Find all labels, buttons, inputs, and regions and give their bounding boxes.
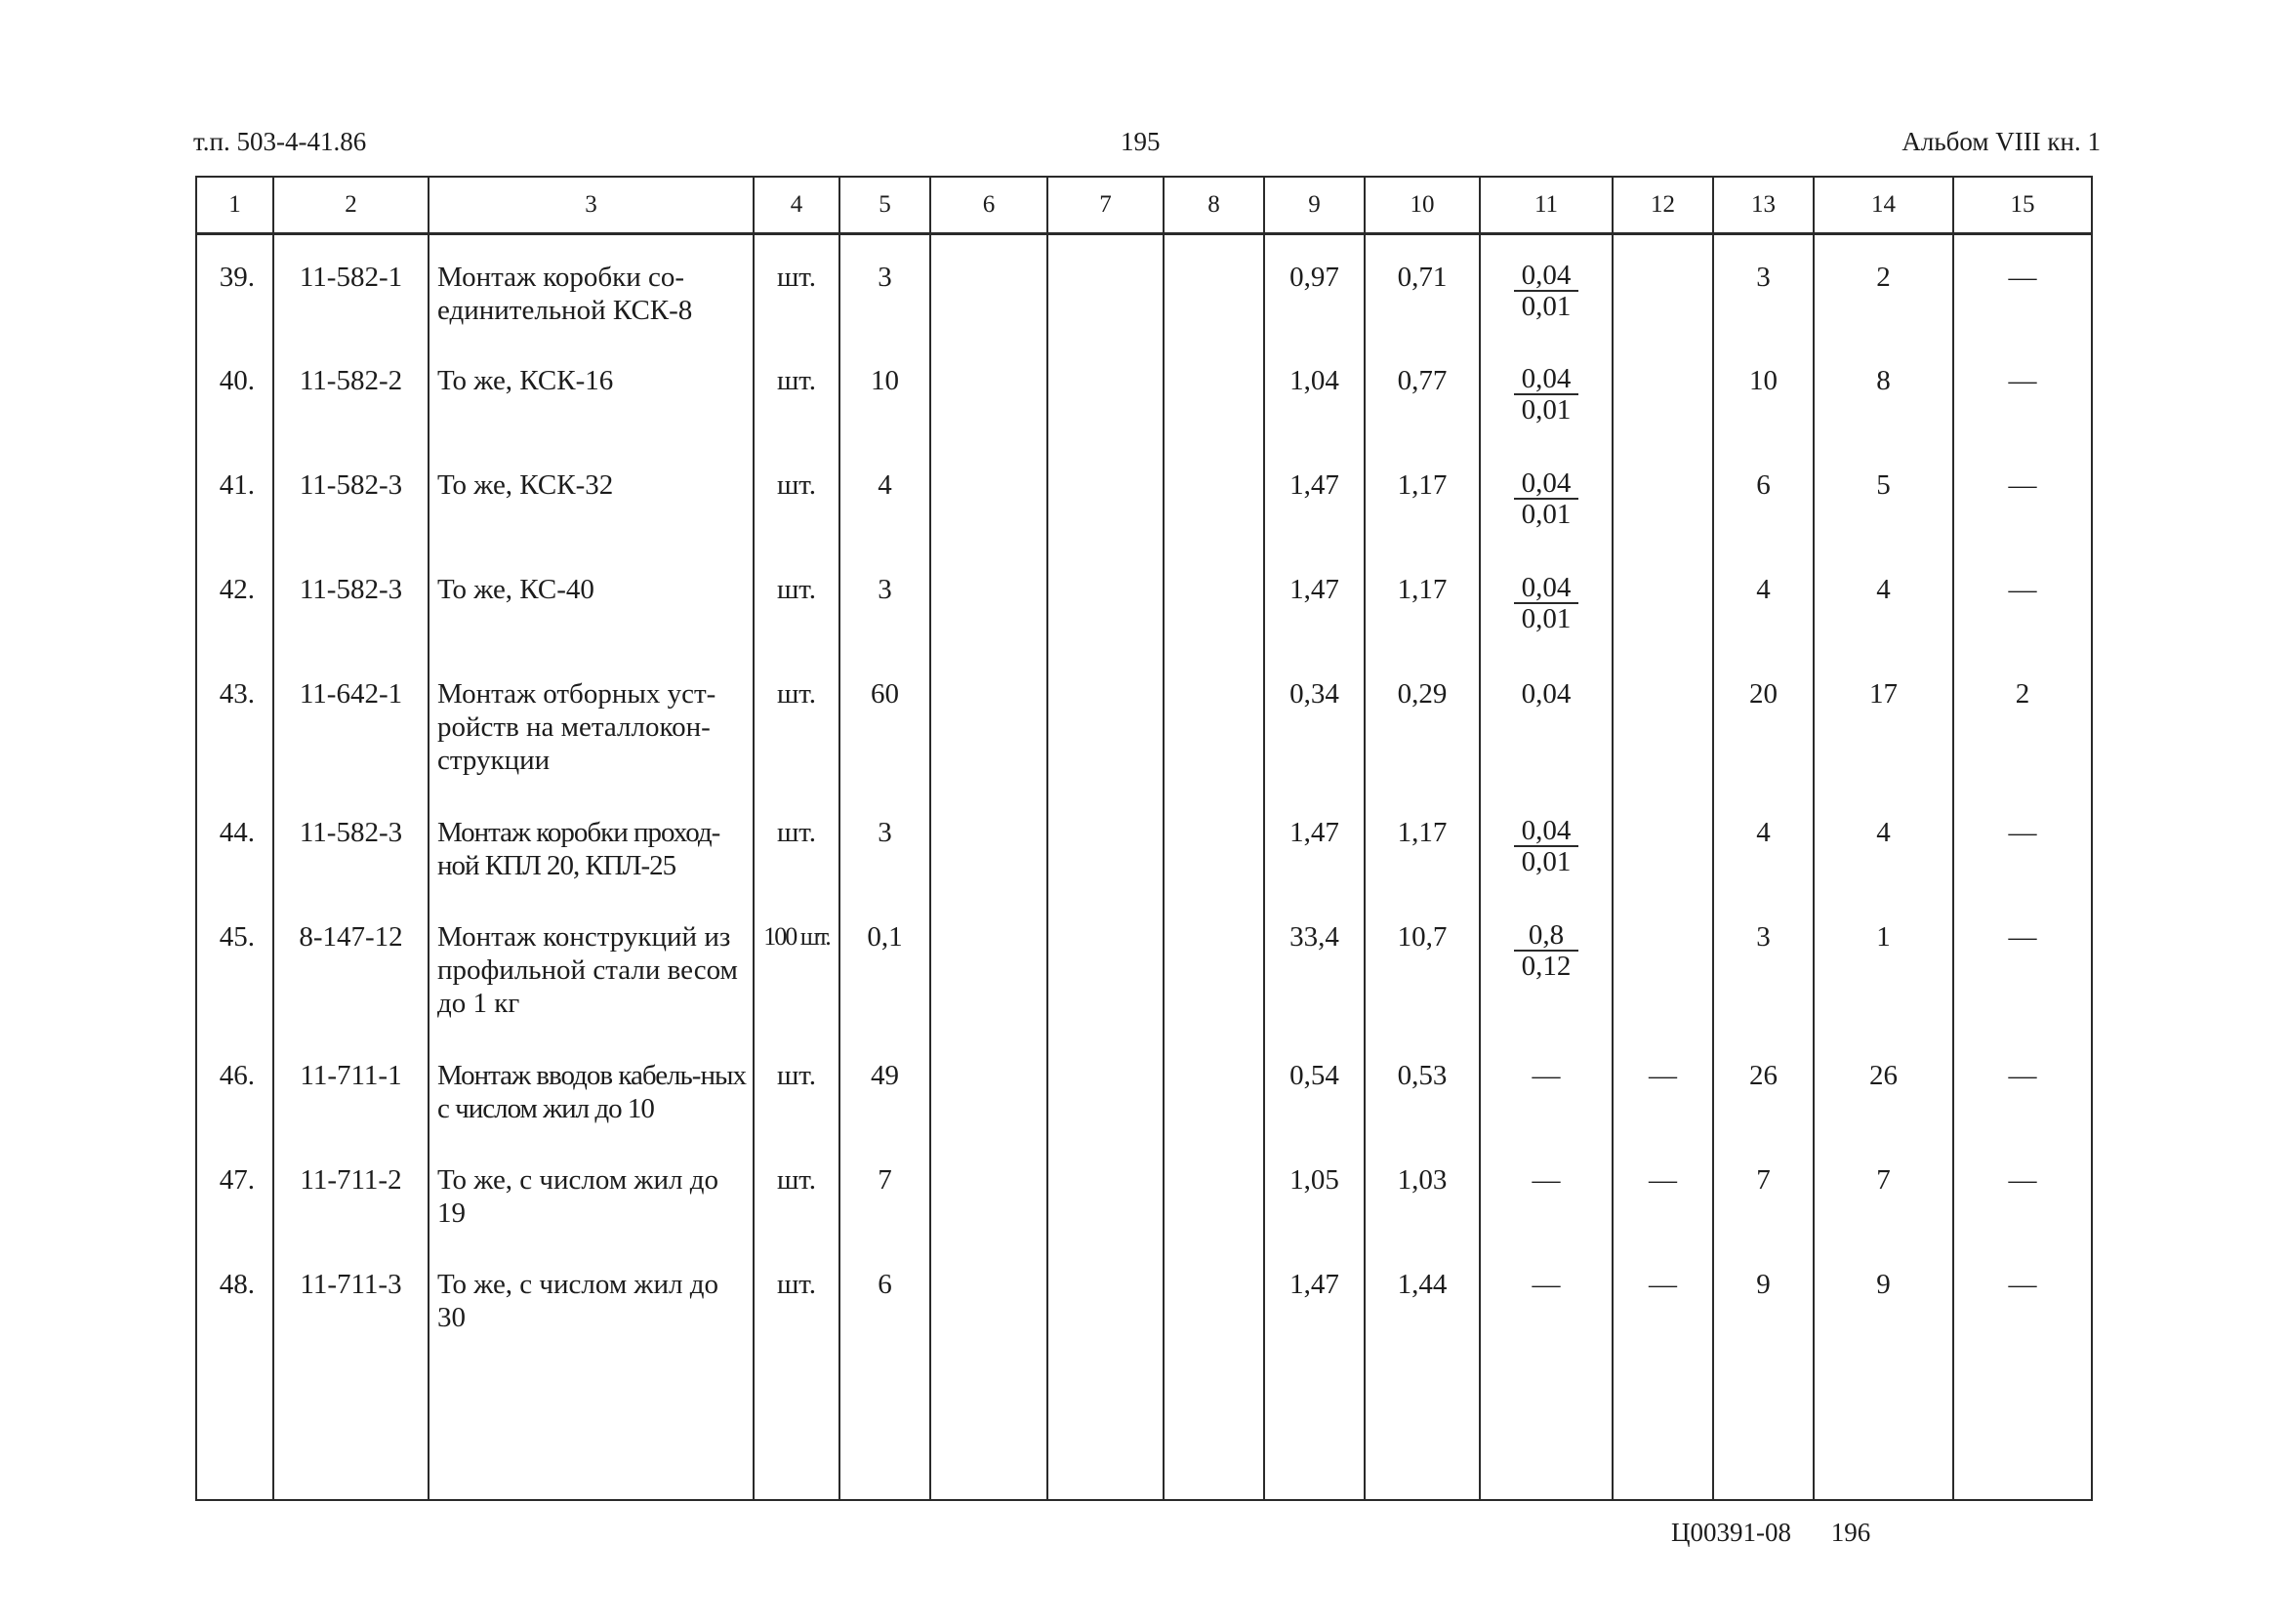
value-col9: 0,34 <box>1264 652 1365 791</box>
col-header: 1 <box>196 177 273 234</box>
value-col15: 2 <box>1953 652 2092 791</box>
norm-code: 8-147-12 <box>273 895 429 1034</box>
quantity: 0,1 <box>839 895 930 1034</box>
work-name: Монтаж конструкций из профильной стали весом до 1 кг <box>429 895 754 1034</box>
value-col13: 4 <box>1713 791 1814 895</box>
norm-code: 11-582-3 <box>273 548 429 652</box>
table-row <box>196 1138 2092 1242</box>
value-col12: — <box>1613 1242 1713 1347</box>
value-col14: 7 <box>1814 1138 1953 1242</box>
work-name: То же, с числом жил до 19 <box>429 1138 754 1242</box>
value-col9: 1,04 <box>1264 339 1365 443</box>
value-col14: 17 <box>1814 652 1953 791</box>
value-col11: $\frac{0,04}{0,01}$ <box>1480 791 1613 895</box>
footer-code: Ц00391-08 <box>1671 1518 1791 1547</box>
value-col12 <box>1613 791 1713 895</box>
col-header: 5 <box>839 177 930 234</box>
value-col15: — <box>1953 1034 2092 1138</box>
value-col11: 0,04 <box>1480 652 1613 791</box>
value-col13: 6 <box>1713 443 1814 548</box>
value-col12 <box>1613 339 1713 443</box>
value-col15: — <box>1953 339 2092 443</box>
value-col15: — <box>1953 1138 2092 1242</box>
value-col14: 4 <box>1814 548 1953 652</box>
value-col12: — <box>1613 1034 1713 1138</box>
col-header: 8 <box>1164 177 1264 234</box>
quantity: 6 <box>839 1242 930 1347</box>
work-name: Монтаж коробки со-единительной КСК-8 <box>429 234 754 339</box>
table-row <box>196 548 2092 652</box>
row-number: 41. <box>196 443 273 548</box>
album-label: Альбом VIII кн. 1 <box>1902 127 2101 156</box>
value-col9: 0,54 <box>1264 1034 1365 1138</box>
norm-code: 11-711-2 <box>273 1138 429 1242</box>
quantity: 7 <box>839 1138 930 1242</box>
value-col9: 1,47 <box>1264 443 1365 548</box>
col-header: 6 <box>930 177 1047 234</box>
table-row <box>196 1242 2092 1347</box>
unit: шт. <box>754 652 839 791</box>
value-col11: — <box>1480 1138 1613 1242</box>
value-col13: 20 <box>1713 652 1814 791</box>
col-header: 13 <box>1713 177 1814 234</box>
table-row <box>196 234 2092 339</box>
value-col14: 5 <box>1814 443 1953 548</box>
value-col15: — <box>1953 1242 2092 1347</box>
quantity: 49 <box>839 1034 930 1138</box>
value-col9: 1,05 <box>1264 1138 1365 1242</box>
row-number: 40. <box>196 339 273 443</box>
value-col15: — <box>1953 234 2092 339</box>
unit: шт. <box>754 791 839 895</box>
value-col13: 26 <box>1713 1034 1814 1138</box>
work-name: Монтаж вводов кабель-ных с числом жил до 10 <box>429 1034 754 1138</box>
work-name: То же, КСК-32 <box>429 443 754 548</box>
value-col10: 1,03 <box>1365 1138 1480 1242</box>
norm-code: 11-711-1 <box>273 1034 429 1138</box>
row-number: 39. <box>196 234 273 339</box>
norm-code: 11-582-3 <box>273 791 429 895</box>
value-col11: — <box>1480 1034 1613 1138</box>
unit: шт. <box>754 1138 839 1242</box>
col-header: 12 <box>1613 177 1713 234</box>
norm-code: 11-711-3 <box>273 1242 429 1347</box>
norm-code: 11-582-3 <box>273 443 429 548</box>
value-col11: — <box>1480 1242 1613 1347</box>
col-header: 15 <box>1953 177 2092 234</box>
value-col15: — <box>1953 895 2092 1034</box>
value-col9: 33,4 <box>1264 895 1365 1034</box>
quantity: 60 <box>839 652 930 791</box>
value-col11: $\frac{0,04}{0,01}$ <box>1480 339 1613 443</box>
value-col10: 10,7 <box>1365 895 1480 1034</box>
work-name: Монтаж коробки проход-ной КПЛ 20, КПЛ-25 <box>429 791 754 895</box>
value-col10: 1,17 <box>1365 791 1480 895</box>
value-col13: 3 <box>1713 895 1814 1034</box>
work-name: То же, с числом жил до 30 <box>429 1242 754 1347</box>
col-header: 14 <box>1814 177 1953 234</box>
value-col9: 0,97 <box>1264 234 1365 339</box>
table-row <box>196 339 2092 443</box>
value-col15: — <box>1953 443 2092 548</box>
row-number: 43. <box>196 652 273 791</box>
unit: шт. <box>754 1034 839 1138</box>
row-number: 46. <box>196 1034 273 1138</box>
value-col12 <box>1613 652 1713 791</box>
table-row <box>196 1034 2092 1138</box>
value-col12 <box>1613 895 1713 1034</box>
unit: шт. <box>754 548 839 652</box>
footer <box>1671 1518 1903 1548</box>
value-col14: 1 <box>1814 895 1953 1034</box>
value-col13: 3 <box>1713 234 1814 339</box>
quantity: 10 <box>839 339 930 443</box>
column-header-row <box>196 177 2092 234</box>
table-row <box>196 791 2092 895</box>
col-header: 2 <box>273 177 429 234</box>
col-header: 7 <box>1047 177 1164 234</box>
value-col13: 9 <box>1713 1242 1814 1347</box>
value-col14: 9 <box>1814 1242 1953 1347</box>
norm-code: 11-642-1 <box>273 652 429 791</box>
value-col12: — <box>1613 1138 1713 1242</box>
table-row <box>196 652 2092 791</box>
page-number: 195 <box>1121 127 1161 156</box>
value-col11: $\frac{0,04}{0,01}$ <box>1480 443 1613 548</box>
norm-code: 11-582-2 <box>273 339 429 443</box>
quantity: 3 <box>839 234 930 339</box>
unit: 100 шт. <box>754 895 839 1034</box>
value-col9: 1,47 <box>1264 791 1365 895</box>
unit: шт. <box>754 234 839 339</box>
estimate-table <box>195 176 2093 1501</box>
value-col15: — <box>1953 548 2092 652</box>
value-col14: 26 <box>1814 1034 1953 1138</box>
value-col10: 0,71 <box>1365 234 1480 339</box>
table-row <box>196 895 2092 1034</box>
row-number: 45. <box>196 895 273 1034</box>
col-header: 10 <box>1365 177 1480 234</box>
row-number: 44. <box>196 791 273 895</box>
work-name: Монтаж отборных уст-ройств на металлокон-струкции <box>429 652 754 791</box>
work-name: То же, КС-40 <box>429 548 754 652</box>
work-name: То же, КСК-16 <box>429 339 754 443</box>
value-col10: 1,17 <box>1365 548 1480 652</box>
quantity: 4 <box>839 443 930 548</box>
table-row <box>196 443 2092 548</box>
quantity: 3 <box>839 548 930 652</box>
value-col14: 2 <box>1814 234 1953 339</box>
value-col9: 1,47 <box>1264 1242 1365 1347</box>
footer-page: 196 <box>1830 1518 1871 1547</box>
value-col13: 7 <box>1713 1138 1814 1242</box>
col-header: 4 <box>754 177 839 234</box>
value-col15: — <box>1953 791 2092 895</box>
col-header: 9 <box>1264 177 1365 234</box>
row-number: 42. <box>196 548 273 652</box>
value-col14: 4 <box>1814 791 1953 895</box>
unit: шт. <box>754 1242 839 1347</box>
value-col13: 10 <box>1713 339 1814 443</box>
row-number: 47. <box>196 1138 273 1242</box>
value-col11: $\frac{0,8}{0,12}$ <box>1480 895 1613 1034</box>
value-col10: 0,53 <box>1365 1034 1480 1138</box>
value-col14: 8 <box>1814 339 1953 443</box>
row-number: 48. <box>196 1242 273 1347</box>
value-col10: 1,17 <box>1365 443 1480 548</box>
value-col12 <box>1613 234 1713 339</box>
value-col10: 1,44 <box>1365 1242 1480 1347</box>
unit: шт. <box>754 339 839 443</box>
document-code: т.п. 503-4-41.86 <box>193 127 367 156</box>
unit: шт. <box>754 443 839 548</box>
value-col12 <box>1613 443 1713 548</box>
value-col9: 1,47 <box>1264 548 1365 652</box>
value-col11: $\frac{0,04}{0,01}$ <box>1480 234 1613 339</box>
col-header: 11 <box>1480 177 1613 234</box>
col-header: 3 <box>429 177 754 234</box>
value-col10: 0,29 <box>1365 652 1480 791</box>
value-col13: 4 <box>1713 548 1814 652</box>
norm-code: 11-582-1 <box>273 234 429 339</box>
value-col11: $\frac{0,04}{0,01}$ <box>1480 548 1613 652</box>
value-col12 <box>1613 548 1713 652</box>
table-filler-row <box>196 1347 2092 1501</box>
quantity: 3 <box>839 791 930 895</box>
value-col10: 0,77 <box>1365 339 1480 443</box>
